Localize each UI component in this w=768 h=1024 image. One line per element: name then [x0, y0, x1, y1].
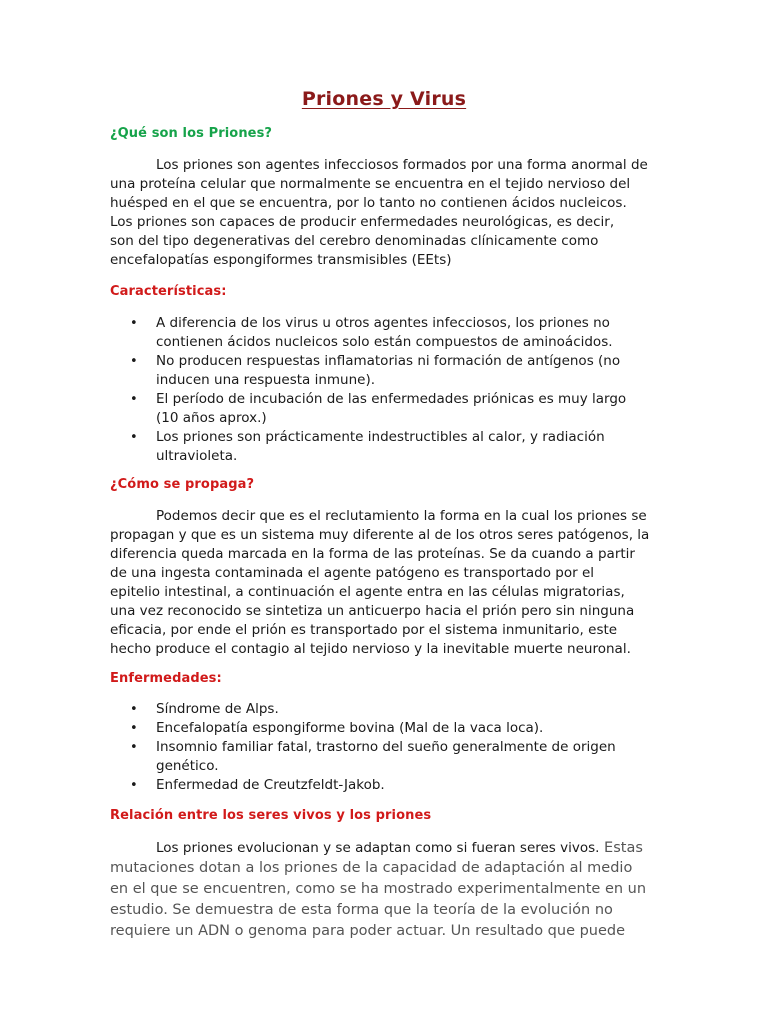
paragraph-relacion-continued: [110, 858, 670, 942]
paragraph-que-son: [110, 156, 670, 270]
text-line: Los priones son prácticamente indestructibles al calor, y radiación: [156, 429, 605, 445]
page-title: Priones y Virus: [301, 88, 467, 110]
text-line: propagan y que es un sistema muy diferente al de los otros seres patógenos, la: [110, 527, 650, 543]
list-item: [110, 390, 670, 428]
text-line: Encefalopatía espongiforme bovina (Mal de la vaca loca).: [156, 720, 544, 736]
text-line: No producen respuestas inflamatorias ni formación de antígenos (no: [156, 353, 621, 369]
text-line: A diferencia de los virus u otros agentes infecciosos, los priones no: [156, 315, 610, 331]
text-line: de una ingesta contaminada el agente patógeno es transportado por el: [110, 565, 595, 581]
text-line: una proteína celular que normalmente se encuentra en el tejido nervioso del: [110, 176, 631, 192]
list-caracteristicas: [110, 314, 670, 466]
list-item: [110, 428, 670, 466]
text-line: Enfermedad de Creutzfeldt-Jakob.: [156, 777, 385, 793]
text-line: son del tipo degenerativas del cerebro denominadas clínicamente como: [110, 233, 599, 249]
list-item: [110, 719, 670, 738]
bullet-icon: •: [130, 721, 138, 736]
text-line: Los priones son capaces de producir enfermedades neurológicas, es decir,: [110, 214, 615, 230]
list-item: [110, 738, 670, 776]
text-line: Podemos decir que es el reclutamiento la forma en la cual los priones se: [156, 508, 647, 524]
bullet-icon: •: [130, 740, 138, 755]
bullet-icon: •: [130, 702, 138, 717]
text-line: una vez reconocido se sintetiza un anticuerpo hacia el prión pero sin ninguna: [110, 603, 635, 619]
heading-caracteristicas: Características:: [110, 284, 227, 299]
paragraph-propaga: [110, 507, 670, 659]
list-item: [110, 700, 670, 719]
text-line: [110, 838, 670, 859]
text-line: Síndrome de Alps.: [156, 701, 279, 717]
list-item: [110, 352, 670, 390]
text-line: genético.: [156, 758, 219, 774]
paragraph-relacion: [110, 838, 670, 859]
text-line: Los priones son agentes infecciosos formados por una forma anormal de: [156, 157, 648, 173]
heading-como-se-propaga: ¿Cómo se propaga?: [110, 477, 255, 492]
heading-enfermedades: Enfermedades:: [110, 671, 222, 686]
text-line: diferencia queda marcada en la forma de las proteínas. Se da cuando a partir: [110, 546, 635, 562]
text-line: contienen ácidos nucleicos solo están compuestos de aminoácidos.: [156, 334, 613, 350]
text-line: hecho produce el contagio al tejido nervioso y la inevitable muerte neuronal.: [110, 641, 631, 657]
list-item: [110, 776, 670, 795]
text-line: huésped en el que se encuentra, por lo tanto no contienen ácidos nucleicos.: [110, 195, 627, 211]
text-line: El período de incubación de las enfermedades priónicas es muy largo: [156, 391, 627, 407]
bullet-icon: •: [130, 354, 138, 369]
text-line: en el que se encuentren, como se ha mostrado experimentalmente en un: [110, 881, 647, 897]
text-line: encefalopatías espongiformes transmisibles (EEts): [110, 252, 452, 268]
heading-que-son: ¿Qué son los Priones?: [110, 126, 273, 141]
bullet-icon: •: [130, 316, 138, 331]
text-line: estudio. Se demuestra de esta forma que la teoría de la evolución no: [110, 902, 613, 918]
text-run: Los priones evolucionan y se adaptan como si fueran seres vivos.: [156, 840, 600, 856]
text-line: epitelio intestinal, a continuación el agente entra en las células migratorias,: [110, 584, 625, 600]
bullet-icon: •: [130, 392, 138, 407]
heading-relacion: Relación entre los seres vivos y los priones: [110, 808, 432, 823]
text-line: (10 años aprox.): [156, 410, 267, 426]
list-item: [110, 314, 670, 352]
text-line: mutaciones dotan a los priones de la capacidad de adaptación al medio: [110, 860, 633, 876]
list-enfermedades: [110, 700, 670, 795]
text-line: ultravioleta.: [156, 448, 238, 464]
text-run-gray: Estas: [599, 840, 643, 856]
text-line: Insomnio familiar fatal, trastorno del sueño generalmente de origen: [156, 739, 616, 755]
bullet-icon: •: [130, 430, 138, 445]
text-line: requiere un ADN o genoma para poder actuar. Un resultado que puede: [110, 923, 626, 939]
text-line: eficacia, por ende el prión es transportado por el sistema inmunitario, este: [110, 622, 618, 638]
bullet-icon: •: [130, 778, 138, 793]
text-line: inducen una respuesta inmune).: [156, 372, 376, 388]
